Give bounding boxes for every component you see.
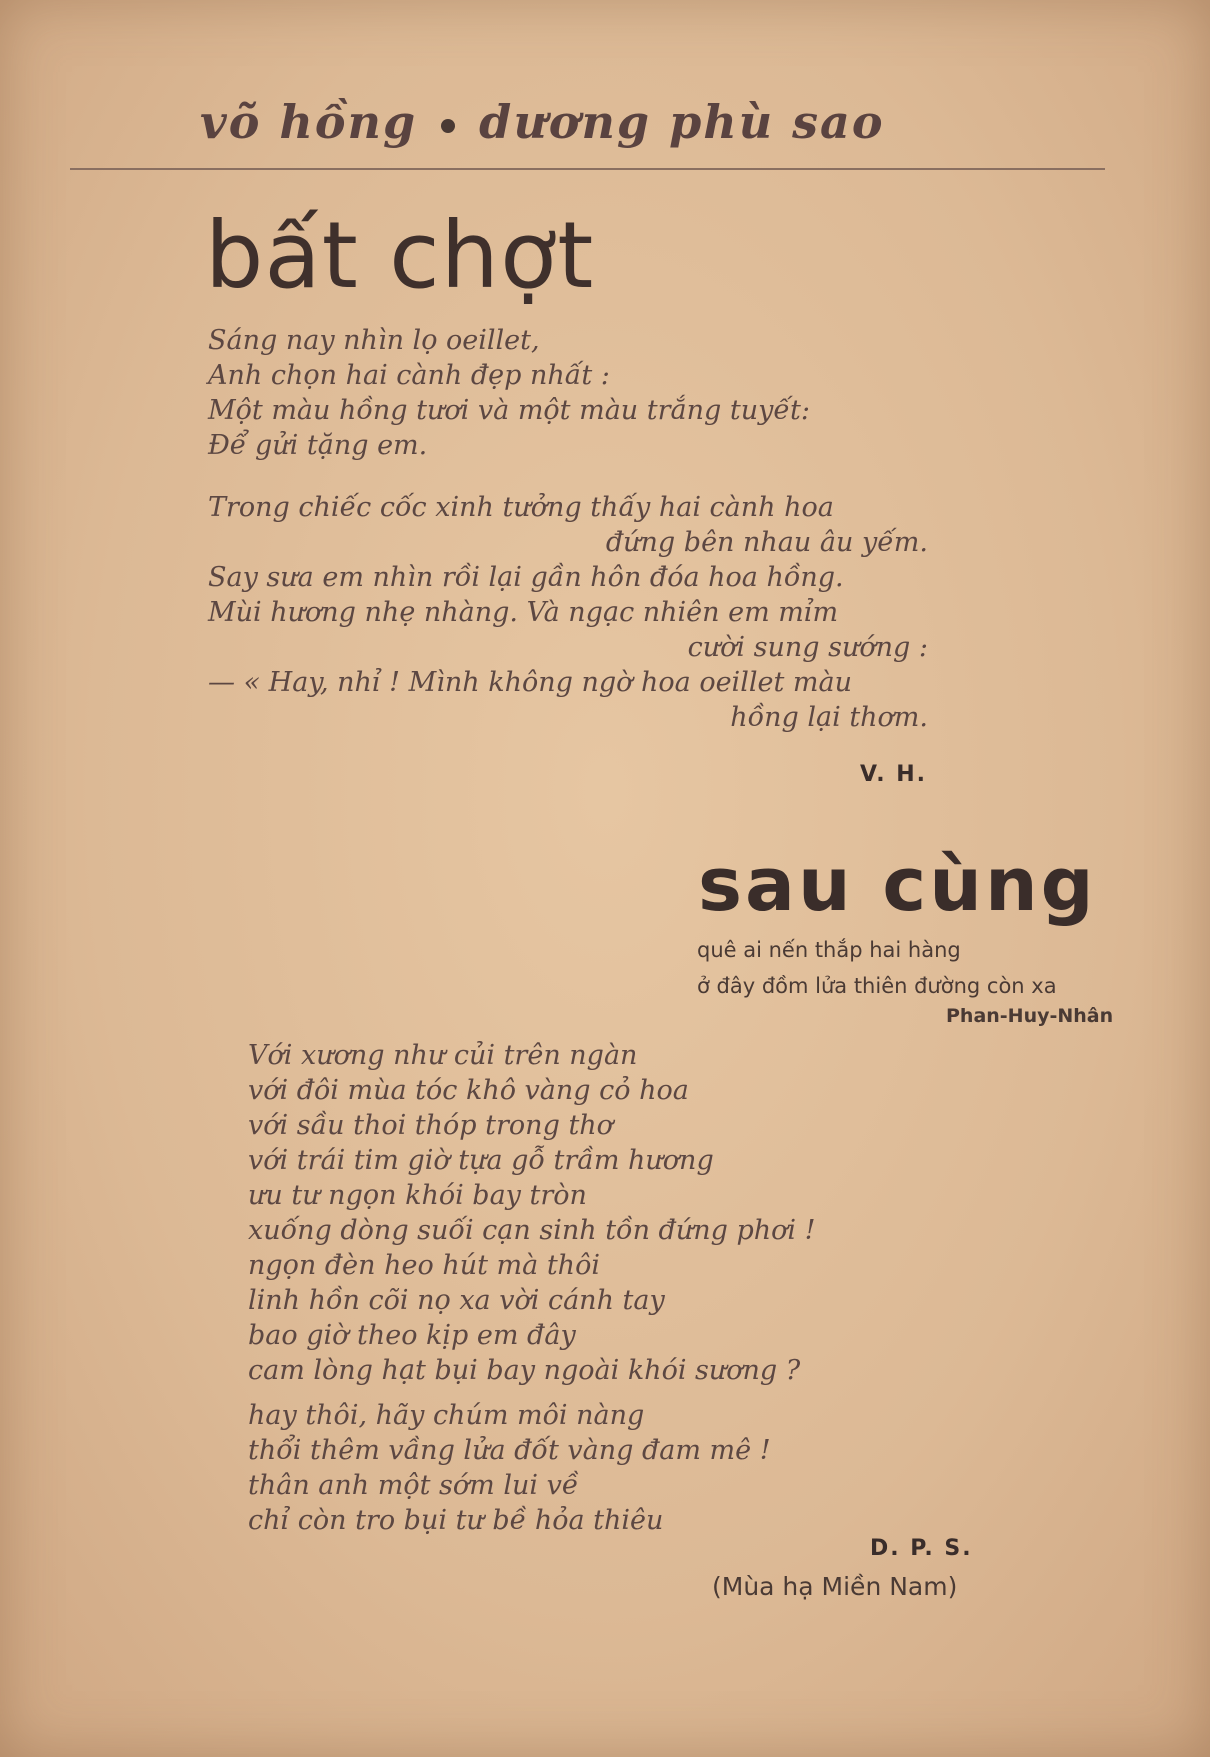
poem2-epigraph [697,932,1057,1004]
poem-line: ưu tư ngọn khói bay tròn [248,1180,587,1211]
poem-line: Với xương như củi trên ngàn [248,1040,638,1071]
author-duong-phu-sao: dương phù sao [479,95,885,149]
poem-line: linh hồn cõi nọ xa vời cánh tay [248,1285,665,1316]
header-rule [70,168,1105,170]
poem-line: với trái tim giờ tựa gỗ trầm hương [248,1145,714,1176]
poem-line: Anh chọn hai cành đẹp nhất : [208,360,610,391]
epigraph-author: Phan-Huy-Nhân [946,1005,1114,1027]
poem-line: thổi thêm vầng lửa đốt vàng đam mê ! [248,1435,771,1466]
poem-line: Trong chiếc cốc xinh tưởng thấy hai cành hoa [208,492,834,523]
author-vo-hong: võ hồng [200,95,418,149]
poem-line: hay thôi, hãy chúm môi nàng [248,1400,645,1431]
poem-line: — « Hay, nhỉ ! Mình không ngờ hoa oeillet màu [208,667,852,698]
poem-line: chỉ còn tro bụi tư bề hỏa thiêu [248,1505,664,1536]
poem-line: ngọn đèn heo hút mà thôi [248,1250,600,1281]
poem-line: Để gửi tặng em. [208,430,428,461]
poem1-signature: V. H. [860,762,927,787]
poem1-body [208,323,928,735]
poem-line: hồng lại thơm. [730,702,928,733]
page-header [200,95,885,149]
poem-line: Sáng nay nhìn lọ oeillet, [208,325,540,356]
poem2-signature: D. P. S. [870,1536,973,1561]
bullet-separator [441,119,455,133]
poem-line: thân anh một sớm lui về [248,1470,579,1501]
poem-line: Một màu hồng tươi và một màu trắng tuyết: [208,395,810,426]
poem2-title: sau cùng [698,842,1097,928]
epigraph-line: ở đây đồm lửa thiên đường còn xa [697,974,1057,998]
poem-line: cười sung sướng : [687,632,928,663]
poem2-footnote: (Mùa hạ Miền Nam) [712,1572,958,1601]
poem1-title: bất chợt [205,202,595,309]
epigraph-line: quê ai nến thắp hai hàng [697,938,961,962]
poem-line: bao giờ theo kịp em đây [248,1320,576,1351]
poem-line: với đôi mùa tóc khô vàng cỏ hoa [248,1075,689,1106]
poem-line: đứng bên nhau âu yếm. [605,527,928,558]
poem-line: với sầu thoi thóp trong thơ [248,1110,613,1141]
poem-line: cam lòng hạt bụi bay ngoài khói sương ? [248,1355,801,1386]
poem2-body [248,1038,948,1538]
poem-line: xuống dòng suối cạn sinh tồn đứng phơi ! [248,1215,816,1246]
poem-line: Say sưa em nhìn rồi lại gần hôn đóa hoa hồng. [208,562,844,593]
poem-line: Mùi hương nhẹ nhàng. Và ngạc nhiên em mỉm [208,597,839,628]
